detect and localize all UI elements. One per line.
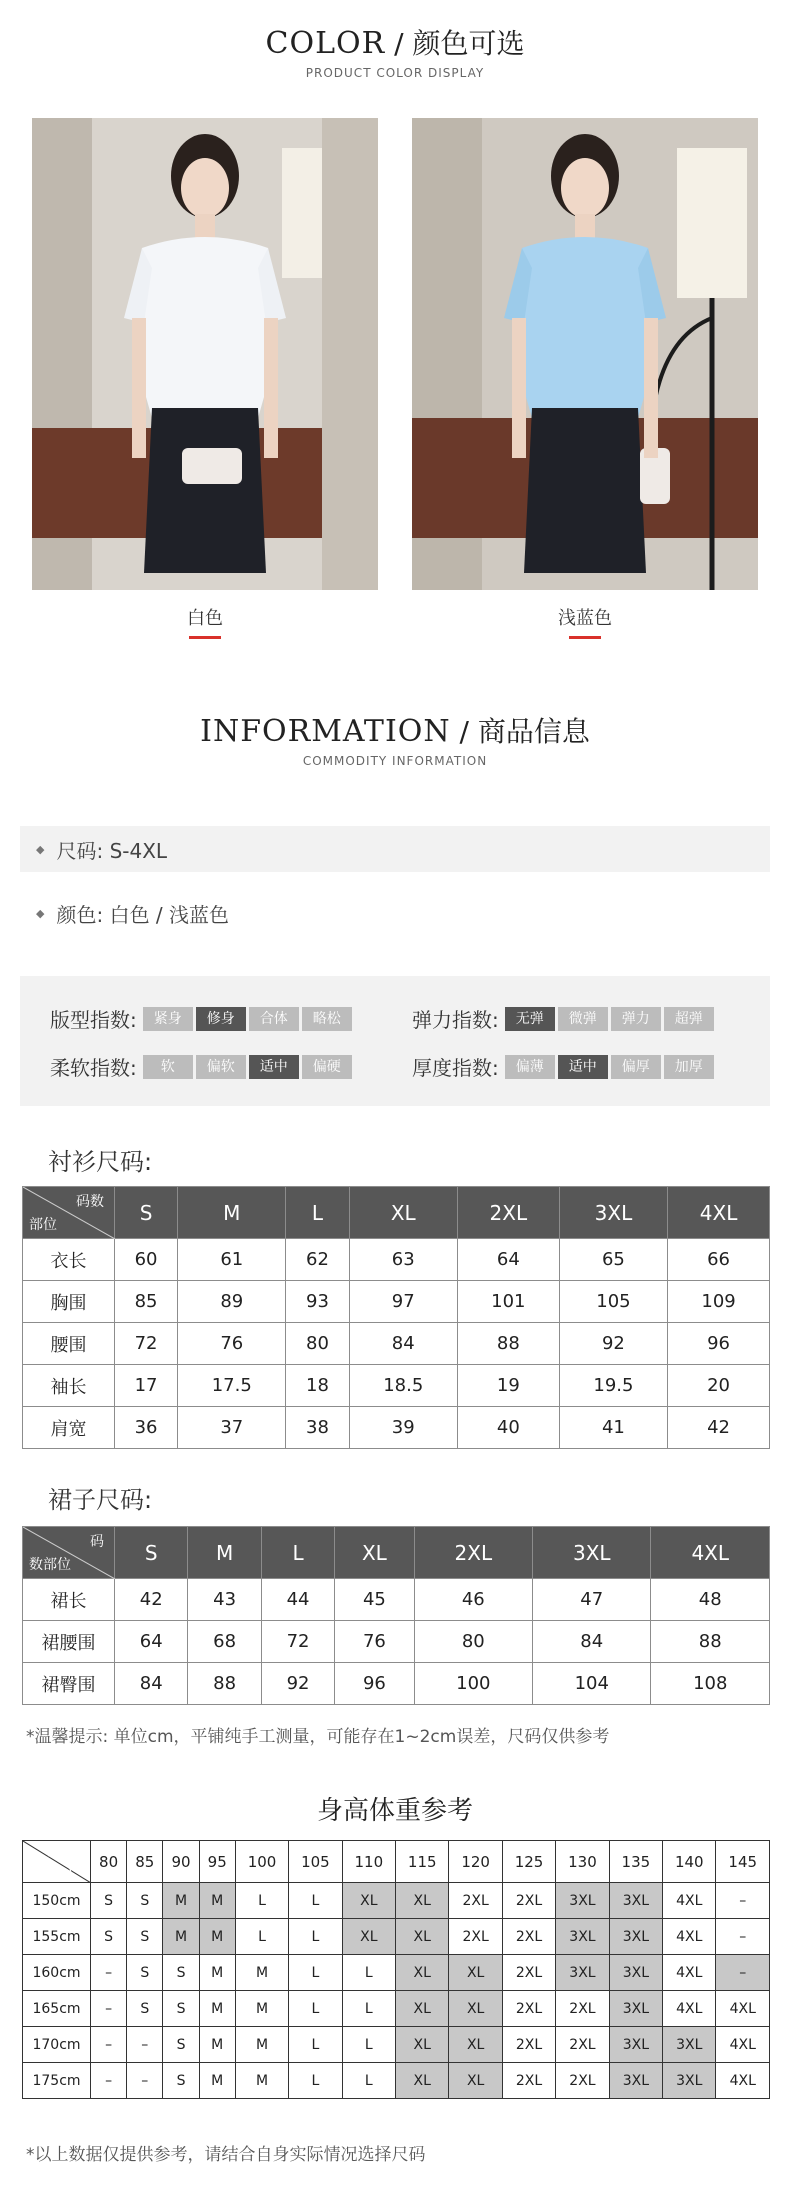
thick-index	[412, 1052, 717, 1081]
model-photo-white	[32, 118, 378, 590]
reference-size-cell: M	[235, 2027, 288, 2063]
soft-index-label: 柔软指数:	[50, 1056, 137, 1080]
table-cell: 80	[286, 1323, 349, 1365]
table-cell: 46	[414, 1579, 532, 1621]
reference-size-cell: 2XL	[556, 2027, 609, 2063]
reference-title: 身高体重参考	[316, 1796, 473, 1826]
table-cell: 38	[286, 1407, 349, 1449]
reference-size-cell: S	[163, 2063, 199, 2099]
reference-size-cell: 2XL	[502, 1883, 555, 1919]
info-size-row	[20, 826, 770, 872]
reference-size-cell: XL	[449, 2027, 502, 2063]
skirt-size-table	[22, 1526, 770, 1705]
reference-size-cell: XL	[342, 1919, 395, 1955]
table-cell: 42	[668, 1407, 770, 1449]
size-header-cell: 2XL	[457, 1187, 559, 1239]
elastic-option-tag: 超弹	[664, 1007, 714, 1031]
reference-size-cell: –	[91, 1955, 127, 1991]
reference-size-cell: 3XL	[609, 1955, 662, 1991]
white-shirt	[132, 237, 278, 418]
row-label-cell: 裙长	[23, 1579, 115, 1621]
reference-size-cell: M	[199, 1955, 235, 1991]
reference-size-cell: XL	[396, 1883, 449, 1919]
measurement-note: *温馨提示: 单位cm，平铺纯手工测量，可能存在1~2cm误差，尺码仅供参考	[26, 1727, 610, 1747]
weight-header-cell: 145	[716, 1841, 770, 1883]
reference-size-cell: S	[127, 1883, 163, 1919]
row-label-cell: 袖长	[23, 1365, 115, 1407]
size-header-cell: 2XL	[414, 1527, 532, 1579]
table-cell: 76	[178, 1323, 286, 1365]
table-cell: 66	[668, 1239, 770, 1281]
reference-size-cell: –	[716, 1883, 770, 1919]
table-corner-cell	[23, 1527, 115, 1579]
size-header-cell: XL	[335, 1527, 414, 1579]
reference-size-cell: –	[127, 2063, 163, 2099]
reference-size-cell: S	[127, 1919, 163, 1955]
reference-size-cell: 3XL	[663, 2027, 716, 2063]
size-header-cell: 4XL	[651, 1527, 770, 1579]
weight-header-cell: 135	[609, 1841, 662, 1883]
table-cell: 93	[286, 1281, 349, 1323]
reference-size-cell: 3XL	[609, 2063, 662, 2099]
weight-header-cell: 85	[127, 1841, 163, 1883]
row-label-cell: 腰围	[23, 1323, 115, 1365]
reference-size-cell: L	[235, 1883, 288, 1919]
reference-size-cell: M	[235, 1991, 288, 2027]
reference-size-cell: S	[127, 1991, 163, 2027]
reference-size-cell: L	[289, 1919, 342, 1955]
corner-top-label: 码数	[76, 1194, 104, 1210]
weight-header-cell: 140	[663, 1841, 716, 1883]
thick-option-tag: 偏薄	[505, 1055, 555, 1079]
fit-option-tag: 紧身	[143, 1007, 193, 1031]
reference-size-cell: –	[91, 2063, 127, 2099]
reference-size-cell: 4XL	[716, 2027, 770, 2063]
soft-option-tag: 软	[143, 1055, 193, 1079]
reference-size-cell: S	[163, 2027, 199, 2063]
table-cell: 37	[178, 1407, 286, 1449]
fabric-index-panel	[20, 976, 770, 1106]
weight-header-cell: 130	[556, 1841, 609, 1883]
table-cell: 89	[178, 1281, 286, 1323]
reference-size-cell: 4XL	[663, 1955, 716, 1991]
table-cell: 92	[261, 1663, 334, 1705]
reference-size-cell: L	[235, 1919, 288, 1955]
reference-size-cell: L	[289, 1883, 342, 1919]
reference-size-cell: XL	[396, 1955, 449, 1991]
weight-header-cell: 115	[396, 1841, 449, 1883]
reference-size-cell: L	[289, 1991, 342, 2027]
reference-size-cell: 2XL	[502, 2027, 555, 2063]
reference-size-cell: S	[127, 1955, 163, 1991]
size-header-cell: L	[261, 1527, 334, 1579]
info-section-subtitle: COMMODITY INFORMATION	[302, 754, 488, 768]
reference-size-cell: 2XL	[502, 1919, 555, 1955]
reference-size-cell: M	[199, 1883, 235, 1919]
reference-size-cell: 2XL	[556, 1991, 609, 2027]
reference-size-cell: M	[235, 1955, 288, 1991]
reference-size-cell: 4XL	[663, 1919, 716, 1955]
table-cell: 19.5	[559, 1365, 667, 1407]
corner-bottom-label: 部位	[29, 1217, 57, 1233]
table-cell: 104	[533, 1663, 651, 1705]
table-row	[23, 1323, 770, 1365]
fit-index	[50, 1004, 355, 1033]
color-section-subtitle: PRODUCT COLOR DISPLAY	[305, 66, 485, 80]
reference-size-cell: S	[91, 1919, 127, 1955]
fit-option-tag: 合体	[249, 1007, 299, 1031]
thick-option-tag: 适中	[558, 1055, 608, 1079]
elastic-index	[412, 1004, 717, 1033]
table-cell: 42	[115, 1579, 188, 1621]
elastic-option-tag: 无弹	[505, 1007, 555, 1031]
table-cell: 96	[668, 1323, 770, 1365]
reference-size-cell: XL	[342, 1883, 395, 1919]
reference-row	[23, 2027, 770, 2063]
reference-size-cell: 4XL	[716, 1991, 770, 2027]
row-label-cell: 衣长	[23, 1239, 115, 1281]
reference-size-cell: 3XL	[556, 1919, 609, 1955]
reference-size-cell: 2XL	[502, 2063, 555, 2099]
swatch-label-lightblue: 浅蓝色	[558, 608, 612, 629]
table-cell: 72	[115, 1323, 178, 1365]
reference-size-cell: –	[716, 1955, 770, 1991]
fit-option-tag: 略松	[302, 1007, 352, 1031]
table-row	[23, 1239, 770, 1281]
lightblue-shirt	[512, 237, 658, 418]
thick-option-tag: 加厚	[664, 1055, 714, 1079]
height-weight-table	[22, 1840, 770, 2099]
corner-top-label: 码	[90, 1534, 104, 1550]
shirt-size-table	[22, 1186, 770, 1449]
soft-option-tag: 偏硬	[302, 1055, 352, 1079]
table-cell: 68	[188, 1621, 261, 1663]
table-cell: 62	[286, 1239, 349, 1281]
reference-size-cell: –	[127, 2027, 163, 2063]
table-cell: 40	[457, 1407, 559, 1449]
soft-index	[50, 1052, 355, 1081]
reference-size-cell: L	[289, 1955, 342, 1991]
reference-size-cell: XL	[449, 1991, 502, 2027]
reference-row	[23, 1919, 770, 1955]
reference-size-cell: 3XL	[609, 1919, 662, 1955]
height-cell: 155cm	[23, 1919, 91, 1955]
reference-size-cell: 2XL	[556, 2063, 609, 2099]
reference-size-cell: M	[199, 2063, 235, 2099]
reference-size-cell: 3XL	[609, 2027, 662, 2063]
reference-size-cell: L	[342, 1955, 395, 1991]
table-cell: 41	[559, 1407, 667, 1449]
color-title-en: COLOR	[265, 26, 386, 61]
soft-option-tag: 偏软	[196, 1055, 246, 1079]
reference-size-cell: XL	[396, 2063, 449, 2099]
reference-size-cell: M	[199, 1991, 235, 2027]
swatch-underline-lightblue	[569, 636, 601, 639]
model-photo-lightblue	[412, 118, 758, 590]
table-cell: 100	[414, 1663, 532, 1705]
reference-size-cell: XL	[449, 1955, 502, 1991]
weight-header-cell: 120	[449, 1841, 502, 1883]
elastic-option-tag: 弹力	[611, 1007, 661, 1031]
height-cell: 175cm	[23, 2063, 91, 2099]
fit-option-tag: 修身	[196, 1007, 246, 1031]
height-cell: 170cm	[23, 2027, 91, 2063]
swatch-label-white: 白色	[187, 608, 223, 629]
table-row	[23, 1407, 770, 1449]
reference-size-cell: –	[716, 1919, 770, 1955]
table-cell: 80	[414, 1621, 532, 1663]
table-cell: 97	[349, 1281, 457, 1323]
reference-size-cell: XL	[396, 1991, 449, 2027]
weight-header-cell: 100	[235, 1841, 288, 1883]
reference-size-cell: M	[163, 1883, 199, 1919]
reference-size-cell: XL	[396, 2027, 449, 2063]
info-color-row	[20, 890, 770, 936]
swatch-underline-white	[189, 636, 221, 639]
reference-size-cell: XL	[396, 1919, 449, 1955]
reference-size-cell: M	[199, 2027, 235, 2063]
table-cell: 17.5	[178, 1365, 286, 1407]
table-row	[23, 1281, 770, 1323]
height-cell: 160cm	[23, 1955, 91, 1991]
table-row	[23, 1663, 770, 1705]
reference-size-cell: 3XL	[556, 1883, 609, 1919]
reference-size-cell: 3XL	[609, 1991, 662, 2027]
height-cell: 150cm	[23, 1883, 91, 1919]
reference-size-cell: L	[342, 2063, 395, 2099]
info-section-title	[0, 710, 790, 750]
reference-size-cell: 4XL	[663, 1991, 716, 2027]
corner-height-label: 身高(cm)	[25, 1866, 73, 1879]
size-header-cell: 4XL	[668, 1187, 770, 1239]
elastic-option-tag: 微弹	[558, 1007, 608, 1031]
weight-header-cell: 95	[199, 1841, 235, 1883]
table-cell: 48	[651, 1579, 770, 1621]
table-cell: 64	[115, 1621, 188, 1663]
table-cell: 43	[188, 1579, 261, 1621]
table-row	[23, 1621, 770, 1663]
fit-index-label: 版型指数:	[50, 1008, 137, 1032]
table-cell: 36	[115, 1407, 178, 1449]
table-cell: 17	[115, 1365, 178, 1407]
table-cell: 88	[188, 1663, 261, 1705]
soft-option-tag: 适中	[249, 1055, 299, 1079]
reference-size-cell: 4XL	[716, 2063, 770, 2099]
reference-size-cell: 3XL	[609, 1883, 662, 1919]
corner-bottom-label: 数部位	[29, 1557, 71, 1573]
diamond-bullet-icon: ◆	[36, 906, 45, 920]
size-header-cell: L	[286, 1187, 349, 1239]
reference-size-cell: M	[199, 1919, 235, 1955]
table-cell: 76	[335, 1621, 414, 1663]
table-cell: 47	[533, 1579, 651, 1621]
color-section-title	[0, 22, 790, 62]
reference-size-cell: L	[289, 2027, 342, 2063]
table-cell: 60	[115, 1239, 178, 1281]
table-cell: 19	[457, 1365, 559, 1407]
weight-header-cell: 125	[502, 1841, 555, 1883]
reference-size-cell: S	[163, 1955, 199, 1991]
size-header-cell: S	[115, 1527, 188, 1579]
size-header-cell: S	[115, 1187, 178, 1239]
table-cell: 72	[261, 1621, 334, 1663]
reference-size-cell: 2XL	[449, 1919, 502, 1955]
reference-row	[23, 1991, 770, 2027]
reference-size-cell: L	[289, 2063, 342, 2099]
table-cell: 85	[115, 1281, 178, 1323]
table-cell: 18.5	[349, 1365, 457, 1407]
table-cell: 64	[457, 1239, 559, 1281]
thick-option-tag: 偏厚	[611, 1055, 661, 1079]
reference-size-cell: S	[91, 1883, 127, 1919]
reference-size-cell: 3XL	[556, 1955, 609, 1991]
thick-index-label: 厚度指数:	[412, 1056, 499, 1080]
table-cell: 63	[349, 1239, 457, 1281]
reference-size-cell: M	[163, 1919, 199, 1955]
row-label-cell: 胸围	[23, 1281, 115, 1323]
info-size-text: 尺码: S-4XL	[56, 838, 168, 863]
reference-size-cell: 2XL	[502, 1955, 555, 1991]
height-cell: 165cm	[23, 1991, 91, 2027]
table-cell: 88	[651, 1621, 770, 1663]
footer-note: *以上数据仅提供参考，请结合自身实际情况选择尺码	[26, 2145, 426, 2165]
table-cell: 65	[559, 1239, 667, 1281]
info-title-en: INFORMATION	[200, 714, 451, 749]
reference-row	[23, 1955, 770, 1991]
table-cell: 84	[115, 1663, 188, 1705]
table-cell: 109	[668, 1281, 770, 1323]
table-cell: 44	[261, 1579, 334, 1621]
table-cell: 39	[349, 1407, 457, 1449]
size-header-cell: 3XL	[559, 1187, 667, 1239]
table-cell: 61	[178, 1239, 286, 1281]
table-row	[23, 1365, 770, 1407]
info-color-text: 颜色: 白色 / 浅蓝色	[56, 902, 230, 927]
table-corner-cell	[23, 1187, 115, 1239]
reference-header-row	[23, 1841, 770, 1883]
reference-size-cell: 4XL	[663, 1883, 716, 1919]
size-header-cell: 3XL	[533, 1527, 651, 1579]
table-cell: 92	[559, 1323, 667, 1365]
color-title-sep: /	[385, 27, 413, 60]
table-row	[23, 1579, 770, 1621]
table-cell: 84	[349, 1323, 457, 1365]
reference-size-cell: –	[91, 2027, 127, 2063]
row-label-cell: 肩宽	[23, 1407, 115, 1449]
table-cell: 108	[651, 1663, 770, 1705]
shirt-table-caption: 衬衫尺码:	[48, 1148, 153, 1176]
weight-header-cell: 90	[163, 1841, 199, 1883]
size-header-cell: M	[188, 1527, 261, 1579]
size-header-cell: M	[178, 1187, 286, 1239]
row-label-cell: 裙臀围	[23, 1663, 115, 1705]
reference-size-cell: M	[235, 2063, 288, 2099]
elastic-index-label: 弹力指数:	[412, 1008, 499, 1032]
table-cell: 105	[559, 1281, 667, 1323]
reference-size-cell: 3XL	[663, 2063, 716, 2099]
size-header-cell: XL	[349, 1187, 457, 1239]
info-title-cn: 商品信息	[477, 715, 590, 748]
skirt-table-caption: 裙子尺码:	[48, 1486, 153, 1514]
reference-size-cell: XL	[449, 2063, 502, 2099]
table-cell: 20	[668, 1365, 770, 1407]
diamond-bullet-icon: ◆	[36, 842, 45, 856]
weight-header-cell: 105	[289, 1841, 342, 1883]
reference-size-cell: –	[91, 1991, 127, 2027]
color-title-cn: 颜色可选	[412, 27, 525, 60]
table-cell: 18	[286, 1365, 349, 1407]
row-label-cell: 裙腰围	[23, 1621, 115, 1663]
reference-size-cell: 2XL	[502, 1991, 555, 2027]
table-header-row	[23, 1187, 770, 1239]
weight-header-cell: 110	[342, 1841, 395, 1883]
info-title-sep: /	[450, 715, 478, 748]
reference-row	[23, 1883, 770, 1919]
reference-size-cell: L	[342, 1991, 395, 2027]
corner-weight-label: 体重(斤)	[46, 1845, 88, 1858]
reference-size-cell: S	[163, 1991, 199, 2027]
reference-corner-cell	[23, 1841, 91, 1883]
table-cell: 88	[457, 1323, 559, 1365]
table-header-row	[23, 1527, 770, 1579]
reference-size-cell: 2XL	[449, 1883, 502, 1919]
weight-header-cell: 80	[91, 1841, 127, 1883]
table-cell: 45	[335, 1579, 414, 1621]
reference-row	[23, 2063, 770, 2099]
table-cell: 101	[457, 1281, 559, 1323]
table-cell: 96	[335, 1663, 414, 1705]
reference-size-cell: L	[342, 2027, 395, 2063]
table-cell: 84	[533, 1621, 651, 1663]
